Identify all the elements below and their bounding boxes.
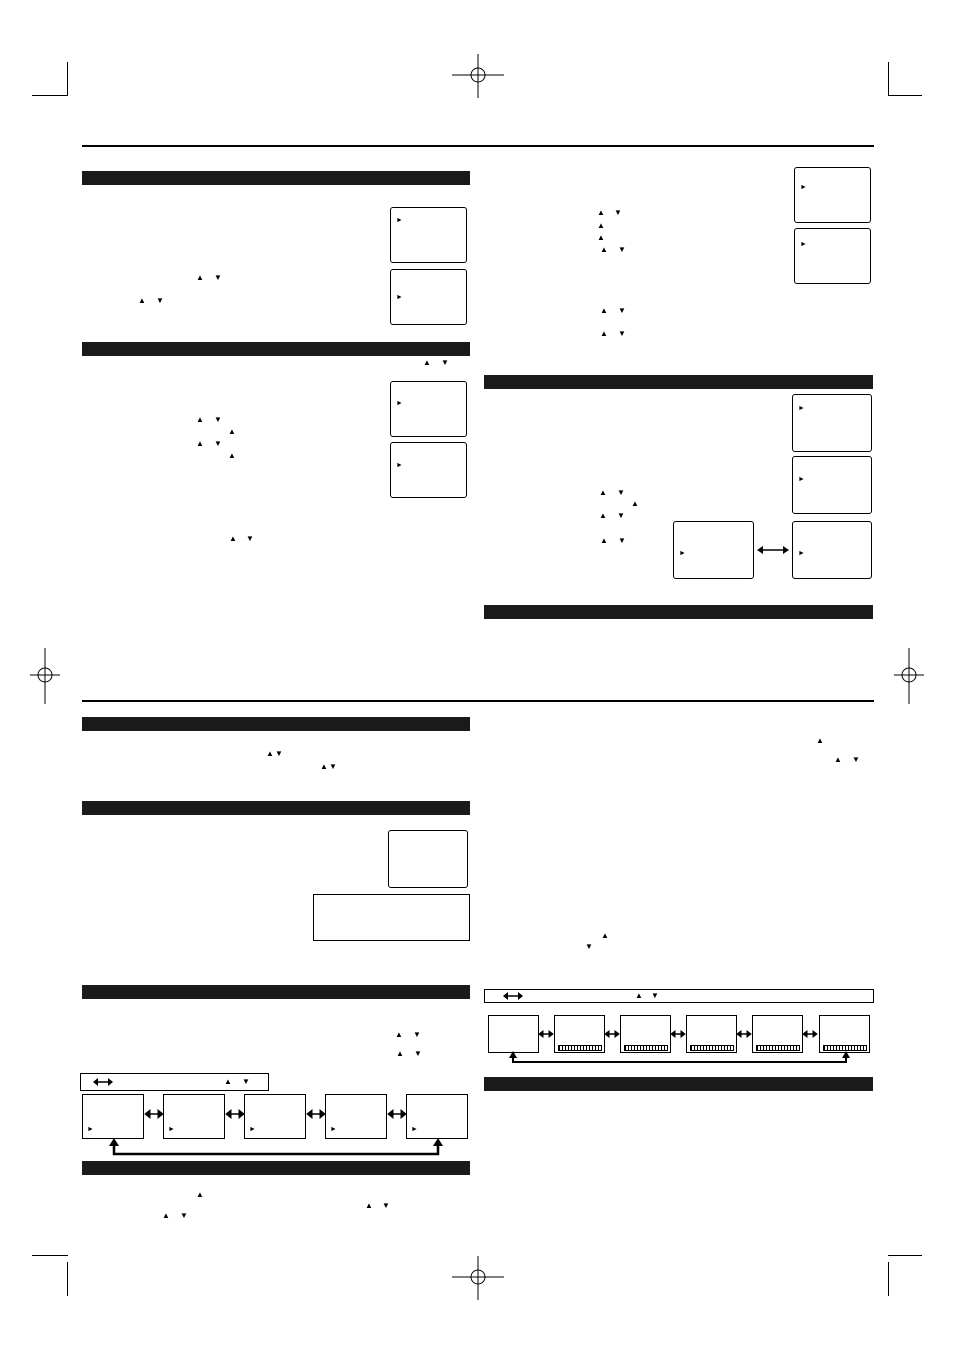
up-arrow-icon: ▲	[816, 736, 824, 745]
up-arrow-icon: ▲	[395, 1030, 403, 1039]
up-arrow-icon: ▲	[266, 749, 274, 758]
pointer-icon: ►	[800, 241, 807, 248]
up-arrow-icon: ▲	[834, 755, 842, 764]
top-page-rule	[82, 145, 874, 147]
menu-screen	[390, 207, 467, 263]
menu-screen	[794, 167, 871, 223]
down-arrow-icon: ▼	[413, 1030, 421, 1039]
up-arrow-icon: ▲	[196, 1190, 204, 1199]
down-arrow-icon: ▼	[618, 536, 626, 545]
double-arrow-icon	[93, 1078, 113, 1086]
down-arrow-icon: ▼	[414, 1049, 422, 1058]
up-arrow-icon: ▲	[196, 273, 204, 282]
section-header-bar	[484, 375, 873, 389]
up-arrow-icon: ▲	[162, 1211, 170, 1220]
section-header-bar	[484, 605, 873, 619]
up-arrow-icon: ▲	[599, 511, 607, 520]
pointer-icon: ►	[330, 1126, 337, 1133]
down-arrow-icon: ▼	[242, 1077, 250, 1086]
registration-mark-bottom	[452, 1256, 504, 1300]
menu-screen	[390, 381, 467, 437]
section-header-bar	[82, 717, 470, 731]
cycle-arrows	[486, 1029, 876, 1065]
double-arrow-icon	[757, 545, 789, 555]
down-arrow-icon: ▼	[329, 762, 337, 771]
legend-strip	[80, 1073, 269, 1091]
registration-mark-top	[452, 54, 504, 98]
up-arrow-icon: ▲	[597, 208, 605, 217]
up-arrow-icon: ▲	[365, 1201, 373, 1210]
down-arrow-icon: ▼	[156, 296, 164, 305]
down-arrow-icon: ▼	[618, 329, 626, 338]
up-arrow-icon: ▲	[600, 245, 608, 254]
up-arrow-icon: ▲	[196, 439, 204, 448]
pointer-icon: ►	[168, 1126, 175, 1133]
menu-screen	[794, 228, 871, 284]
up-arrow-icon: ▲	[600, 306, 608, 315]
section-header-bar	[82, 801, 470, 815]
menu-screen	[673, 521, 754, 579]
pointer-icon: ►	[396, 217, 403, 224]
section-header-bar	[82, 1161, 470, 1175]
up-arrow-icon: ▲	[597, 233, 605, 242]
section-header-bar	[484, 1077, 873, 1091]
pointer-icon: ►	[411, 1126, 418, 1133]
registration-mark-left	[30, 648, 60, 704]
up-arrow-icon: ▲	[396, 1049, 404, 1058]
pointer-icon: ►	[679, 550, 686, 557]
menu-screen	[388, 830, 468, 888]
down-arrow-icon: ▼	[852, 755, 860, 764]
down-arrow-icon: ▼	[214, 273, 222, 282]
pointer-icon: ►	[798, 550, 805, 557]
up-arrow-icon: ▲	[228, 451, 236, 460]
up-arrow-icon: ▲	[631, 499, 639, 508]
pointer-icon: ►	[396, 462, 403, 469]
section-header-bar	[82, 985, 470, 999]
menu-screen	[390, 269, 467, 325]
menu-screen	[792, 521, 872, 579]
middle-page-rule	[82, 700, 874, 702]
legend-strip	[484, 989, 874, 1003]
up-arrow-icon: ▲	[228, 427, 236, 436]
down-arrow-icon: ▼	[651, 991, 659, 1000]
pointer-icon: ►	[87, 1126, 94, 1133]
double-arrow-icon	[503, 992, 523, 1000]
up-arrow-icon: ▲	[599, 488, 607, 497]
up-arrow-icon: ▲	[597, 221, 605, 230]
cycle-arrows	[80, 1108, 472, 1158]
menu-screen	[792, 394, 872, 452]
pointer-icon: ►	[249, 1126, 256, 1133]
up-arrow-icon: ▲	[196, 415, 204, 424]
section-header-bar	[82, 342, 470, 356]
down-arrow-icon: ▼	[214, 439, 222, 448]
pointer-icon: ►	[396, 400, 403, 407]
registration-mark-right	[894, 648, 924, 704]
pointer-icon: ►	[798, 405, 805, 412]
down-arrow-icon: ▼	[618, 245, 626, 254]
down-arrow-icon: ▼	[618, 306, 626, 315]
down-arrow-icon: ▼	[382, 1201, 390, 1210]
down-arrow-icon: ▼	[614, 208, 622, 217]
up-arrow-icon: ▲	[423, 358, 431, 367]
pointer-icon: ►	[396, 294, 403, 301]
up-arrow-icon: ▲	[229, 534, 237, 543]
down-arrow-icon: ▼	[585, 942, 593, 951]
up-arrow-icon: ▲	[600, 329, 608, 338]
down-arrow-icon: ▼	[214, 415, 222, 424]
up-arrow-icon: ▲	[600, 536, 608, 545]
menu-screen	[792, 456, 872, 514]
pointer-icon: ►	[798, 476, 805, 483]
up-arrow-icon: ▲	[635, 991, 643, 1000]
up-arrow-icon: ▲	[138, 296, 146, 305]
up-arrow-icon: ▲	[320, 762, 328, 771]
down-arrow-icon: ▼	[275, 749, 283, 758]
menu-screen	[390, 442, 467, 498]
pointer-icon: ►	[800, 184, 807, 191]
down-arrow-icon: ▼	[617, 511, 625, 520]
up-arrow-icon: ▲	[224, 1077, 232, 1086]
down-arrow-icon: ▼	[441, 358, 449, 367]
up-arrow-icon: ▲	[601, 931, 609, 940]
down-arrow-icon: ▼	[617, 488, 625, 497]
section-header-bar	[82, 171, 470, 185]
down-arrow-icon: ▼	[246, 534, 254, 543]
message-box	[313, 894, 470, 941]
down-arrow-icon: ▼	[180, 1211, 188, 1220]
